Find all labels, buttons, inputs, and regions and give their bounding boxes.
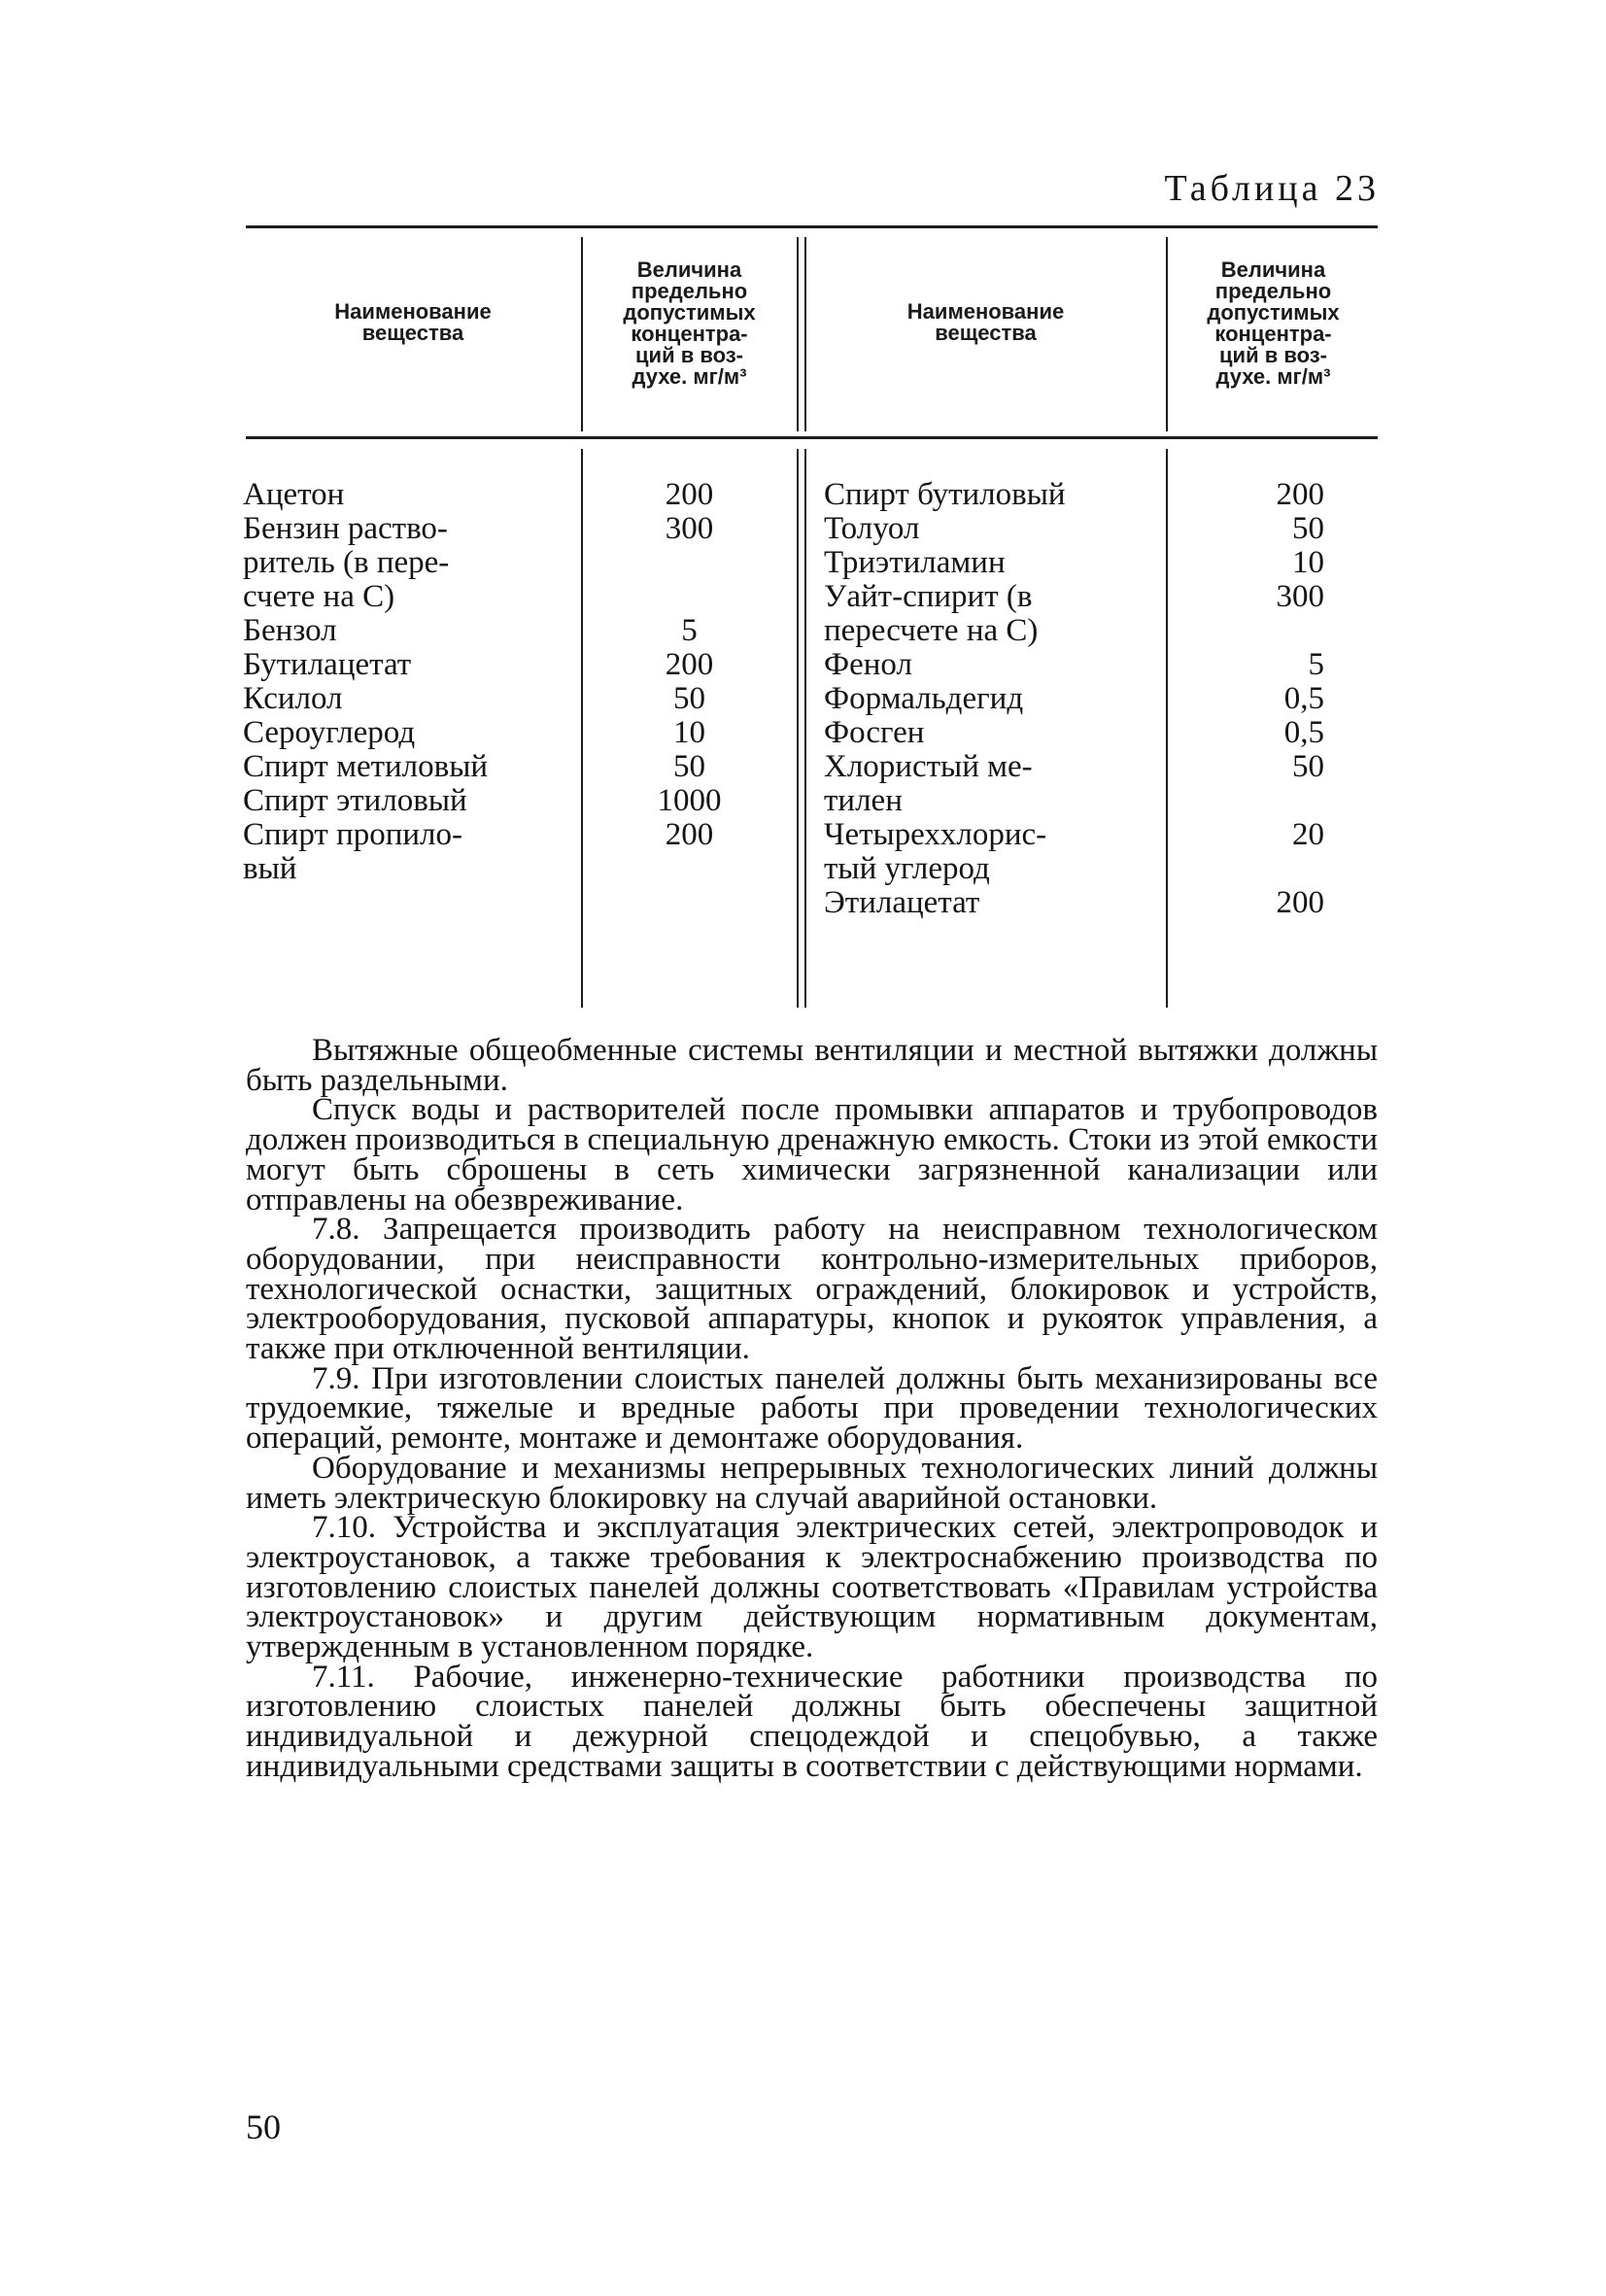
header-max-concentration-left: Величина предельно допустимых концентра- ций в воз- духе. мг/м³ (623, 257, 756, 389)
substance-name: Фосген (824, 715, 925, 750)
paragraph: Оборудование и механизмы непрерывных технологических линий должны иметь электрическую блокировку на случай аварийной остановки. (246, 1450, 1378, 1516)
substance-name: Спирт пропило- (243, 817, 463, 852)
concentration-value: 50 (1292, 511, 1324, 546)
right-value-column (1169, 478, 1324, 920)
concentration-value (1169, 784, 1324, 818)
paragraph: 7.9. При изготовлении слоистых панелей должны быть механизированы все трудоемкие, тяжелые и вредные работы при проведении технологических операций, ремонте, монтаже и демонтаже оборудования. (246, 1360, 1378, 1456)
paragraph: 7.8. Запрещается производить работу на неисправном технологическом оборудовании, при неисправности контрольно-измерительных приборов, технологической оснастки, защитных ограждений, блокировок и устройств, электрооборудования, пусковой аппаратуры, кнопок и рукояток управления, а также при отключенной вентиляции. (246, 1212, 1378, 1367)
table-header-rule (246, 436, 1378, 439)
concentration-value: 20 (1292, 817, 1324, 852)
column-divider-3 (1166, 237, 1168, 431)
paragraph: Вытяжные общеобменные системы вентиляции и местной вытяжки должны быть раздельными. (246, 1033, 1378, 1098)
concentration-value: 300 (665, 511, 714, 546)
page-number: 50 (246, 2108, 281, 2146)
substance-name: Спирт этиловый (243, 783, 467, 818)
concentration-value: 1000 (657, 783, 722, 818)
concentration-value: 200 (1276, 885, 1324, 920)
concentration-value: 50 (673, 749, 705, 784)
substance-name: Спирт метиловый (243, 749, 489, 784)
concentration-value: 10 (673, 715, 705, 750)
column-divider-3-body (1166, 449, 1168, 1008)
paragraph: 7.10. Устройства и эксплуатация электрических сетей, электропроводок и электроустановок, а также требования к электроснабжению производства по изготовлению слоистых панелей должны соответствовать «Правилам устройства электроустановок» и другим действующим нормативным документам, утвержденным в установленном порядке. (246, 1510, 1378, 1665)
body-text (246, 1033, 1378, 1784)
substance-name: Уайт-спирит (в (824, 579, 1033, 614)
concentration-value: 200 (665, 477, 714, 512)
concentration-value (1169, 852, 1324, 886)
substance-name: Бензин раство- (243, 511, 448, 546)
header-substance-name-left: Наименование вещества (334, 299, 492, 345)
substance-name: Толуол (824, 511, 920, 546)
concentration-value (1169, 614, 1324, 648)
paragraph: 7.11. Рабочие, инженерно-технические работники производства по изготовлению слоистых панелей должны быть обеспечены защитной индивидуальной и дежурной спецодеждой и спецобувью, а также индивидуальными средствами защиты в соответствии с действующими нормами. (246, 1659, 1378, 1784)
substance-name: Триэтиламин (824, 545, 1006, 580)
concentration-value: 50 (1292, 749, 1324, 784)
center-double-divider-b-body (804, 449, 806, 1008)
concentration-value: 0,5 (1283, 715, 1324, 750)
substance-name: Этилацетат (824, 885, 980, 920)
concentration-value: 0,5 (1283, 681, 1324, 716)
substance-name: Хлористый ме- (824, 749, 1033, 784)
left-value-column (584, 478, 795, 886)
substance-name: Ацетон (243, 477, 345, 512)
concentration-value: 200 (665, 647, 714, 682)
header-substance-name-right: Наименование вещества (906, 299, 1065, 345)
concentration-value: 200 (665, 817, 714, 852)
column-divider-1-body (581, 449, 583, 1008)
concentration-value: 200 (1276, 477, 1324, 512)
left-substance-column (243, 478, 578, 886)
right-substance-column (824, 478, 1164, 920)
substance-name: ритель (в пере- (243, 545, 450, 580)
table-top-rule (246, 225, 1378, 228)
substance-name: тый углерод (824, 851, 990, 886)
table-caption: Таблица 23 (1164, 168, 1380, 209)
substance-name: тилен (824, 783, 903, 818)
concentration-value: 300 (1276, 579, 1324, 614)
substance-name: Четыреххлорис- (824, 817, 1047, 852)
concentration-value (584, 852, 795, 886)
substance-name: Бензол (243, 613, 337, 648)
substance-name: Ксилол (243, 681, 343, 716)
column-divider-1 (581, 237, 583, 431)
substance-name: Фенол (824, 647, 912, 682)
center-double-divider-a-body (797, 449, 799, 1008)
concentration-value: 10 (1292, 545, 1324, 580)
substance-name: Формальдегид (824, 681, 1024, 716)
paragraph: Спуск воды и растворителей после промывки аппаратов и трубопроводов должен производиться в специальную дренажную емкость. Стоки из этой емкости могут быть сброшены в сеть химически загрязненной канализации или отправлены на обезвреживание. (246, 1092, 1378, 1217)
concentration-value: 50 (673, 681, 705, 716)
concentration-value (584, 546, 795, 580)
concentration-value: 5 (681, 613, 698, 648)
substance-name: счете на С) (243, 579, 395, 614)
substance-name: вый (243, 851, 297, 886)
substance-name: Сероуглерод (243, 715, 416, 750)
concentration-value (584, 580, 795, 614)
concentration-value: 5 (1308, 647, 1324, 682)
header-max-concentration-right: Величина предельно допустимых концентра- ций в воз- духе. мг/м³ (1207, 257, 1340, 389)
substance-name: Бутилацетат (243, 647, 412, 682)
center-double-divider-b (804, 237, 806, 431)
substance-name: пересчете на С) (824, 613, 1039, 648)
center-double-divider-a (797, 237, 799, 431)
substance-name: Спирт бутиловый (824, 477, 1066, 512)
